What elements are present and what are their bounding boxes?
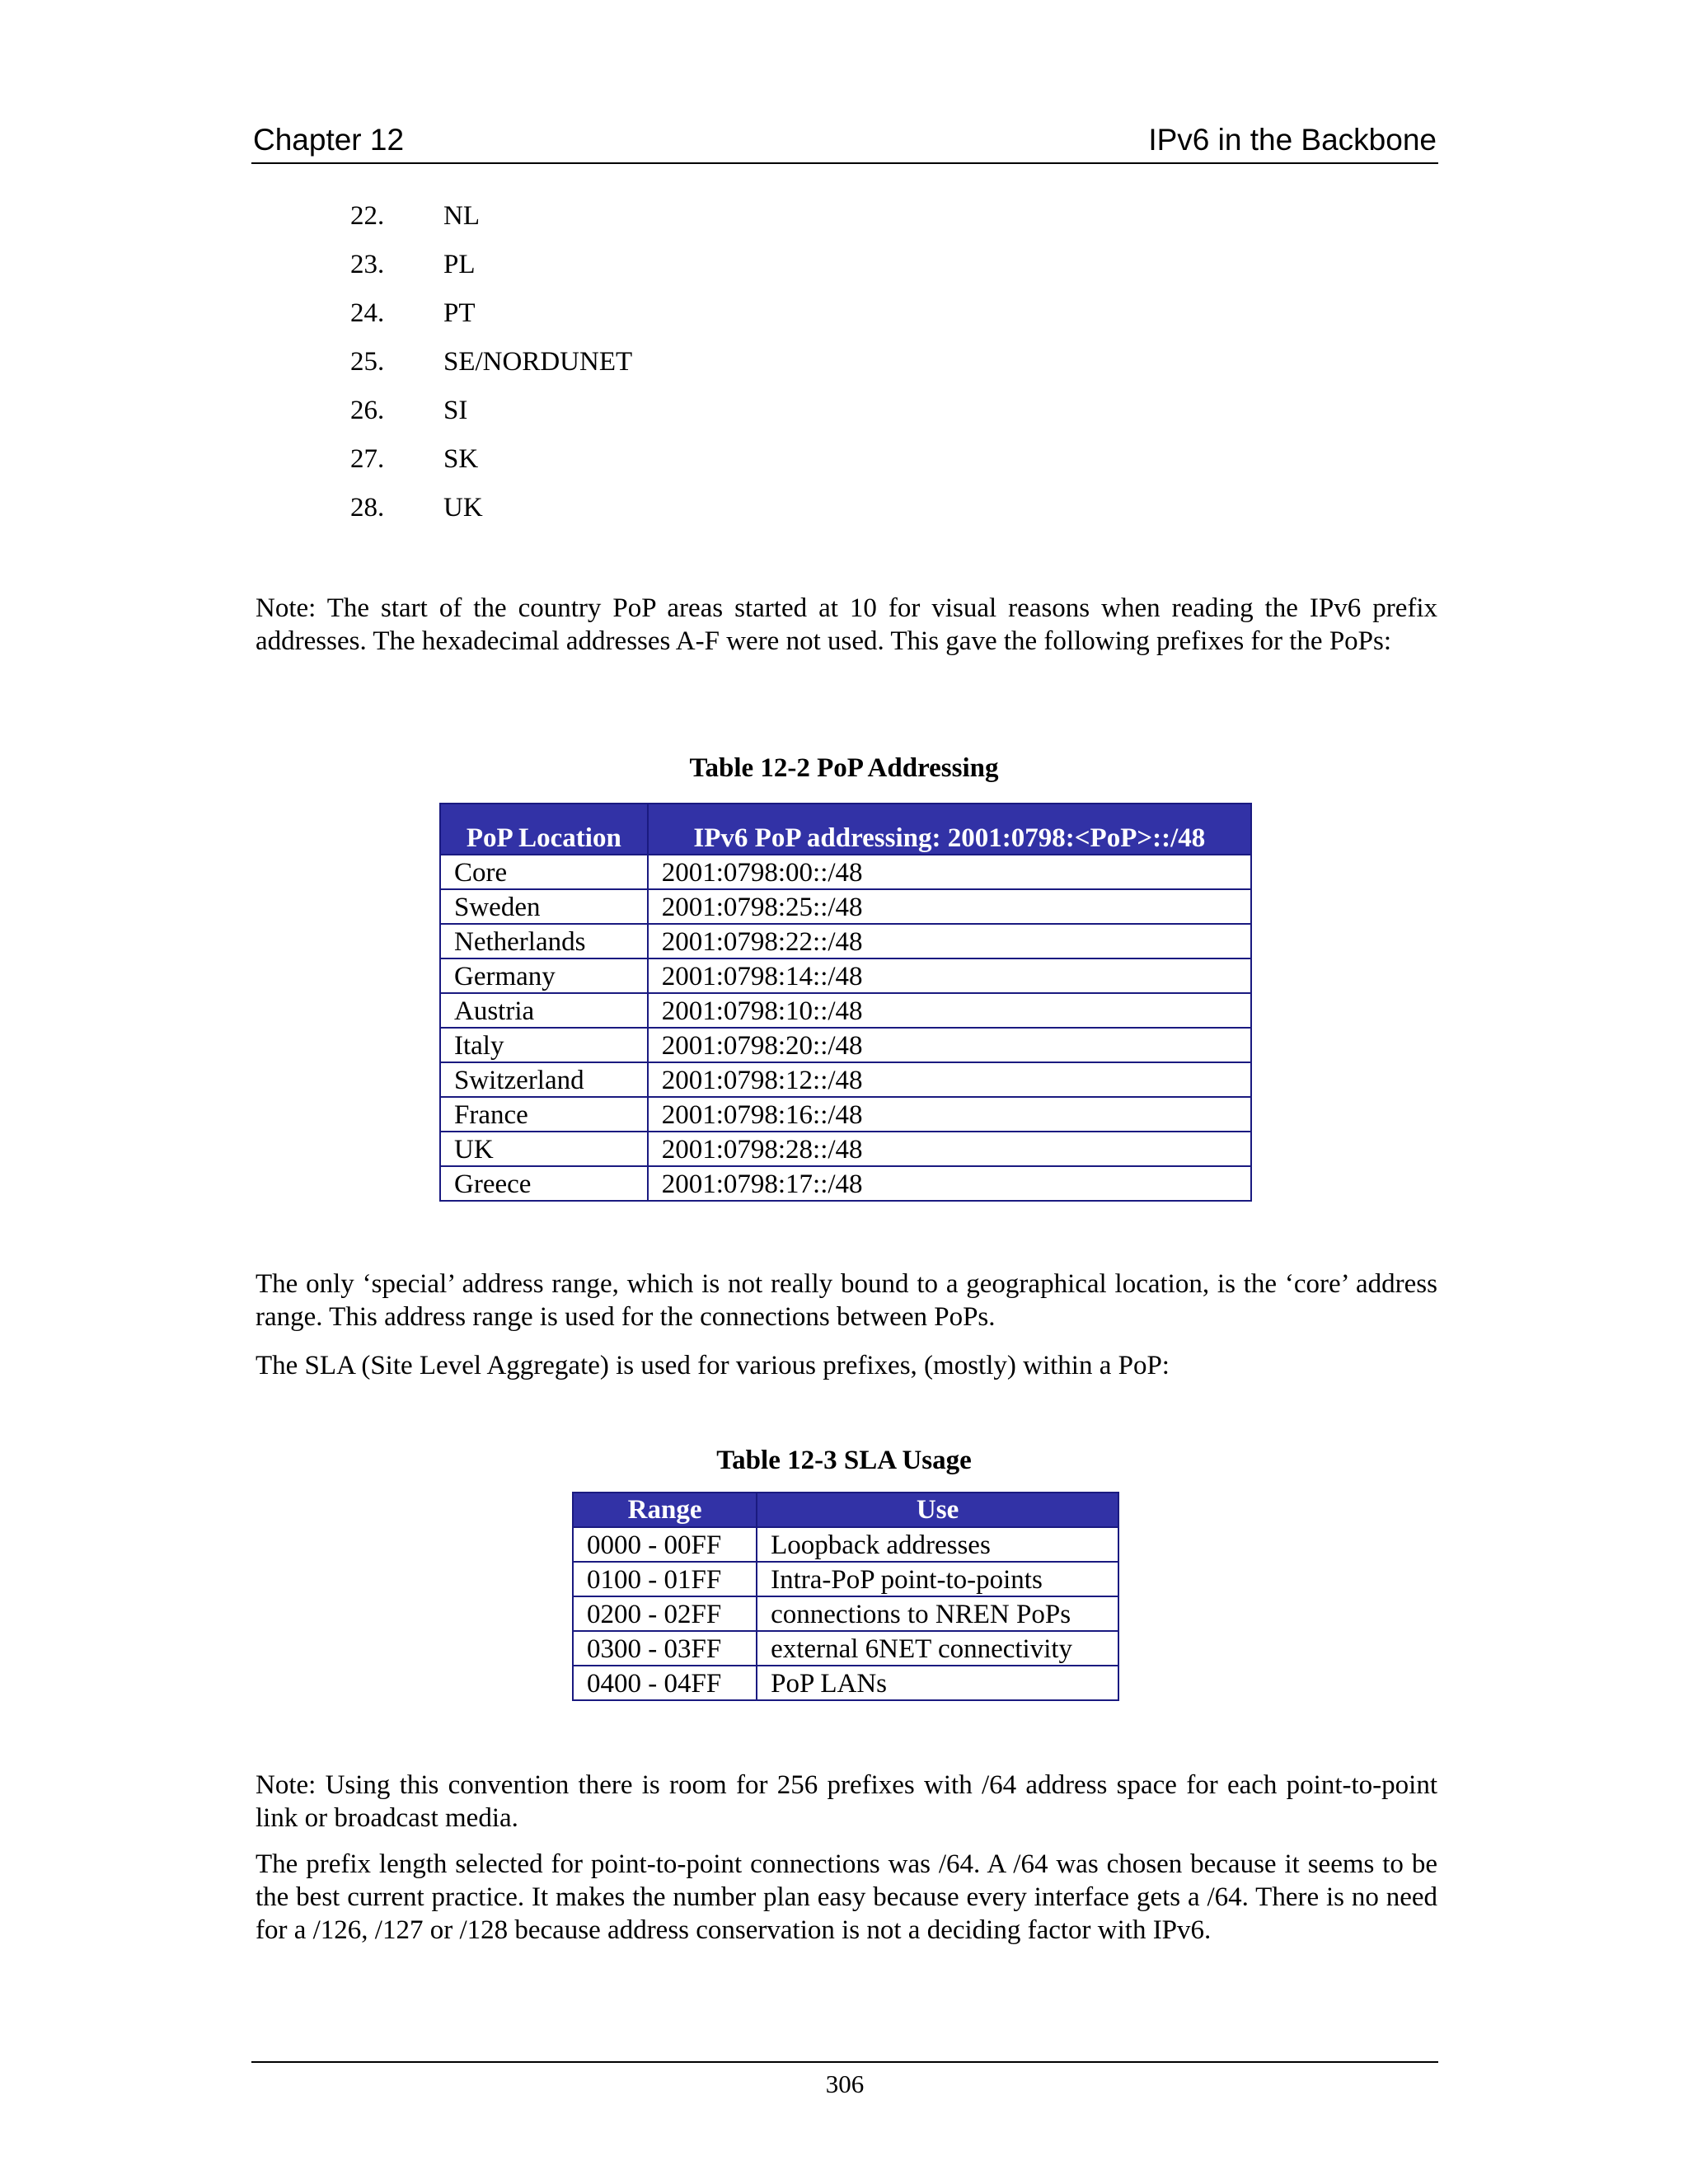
column-header: Range <box>573 1493 757 1527</box>
list-item <box>350 298 927 347</box>
table-cell: 2001:0798:10::/48 <box>648 993 1251 1028</box>
table-cell: Loopback addresses <box>757 1527 1118 1562</box>
list-number: 28. <box>350 493 385 523</box>
table-cell: 2001:0798:17::/48 <box>648 1166 1251 1201</box>
list-item <box>350 444 927 493</box>
table-cell: 0100 - 01FF <box>573 1562 757 1596</box>
table-header-row <box>440 804 1251 855</box>
note-paragraph: Note: The start of the country PoP areas started at 10 for visual reasons when reading the IPv6 prefix addresses. The hexadecimal addresses A-F were not used. This gave the following prefixes for the PoPs: <box>256 593 1437 656</box>
table-cell: 2001:0798:14::/48 <box>648 958 1251 993</box>
table-row <box>440 1028 1251 1062</box>
table-row <box>573 1666 1118 1700</box>
table-cell: 2001:0798:25::/48 <box>648 889 1251 924</box>
table-cell: Greece <box>440 1166 648 1201</box>
table-cell: 0300 - 03FF <box>573 1631 757 1666</box>
table-cell: 0400 - 04FF <box>573 1666 757 1700</box>
list-number: 22. <box>350 201 385 231</box>
table-row <box>440 924 1251 958</box>
list-text: SK <box>443 444 479 474</box>
table-cell: Germany <box>440 958 648 993</box>
pop-addressing-table <box>439 803 1252 1202</box>
table-caption: Table 12-3 SLA Usage <box>716 1446 972 1475</box>
table-cell: 2001:0798:22::/48 <box>648 924 1251 958</box>
table-row <box>573 1631 1118 1666</box>
table-cell: UK <box>440 1132 648 1166</box>
table-cell: Switzerland <box>440 1062 648 1097</box>
table-row <box>573 1596 1118 1631</box>
list-item <box>350 493 927 541</box>
column-header: Use <box>757 1493 1118 1527</box>
list-item <box>350 347 927 396</box>
table-cell: external 6NET connectivity <box>757 1631 1118 1666</box>
table-cell: 0000 - 00FF <box>573 1527 757 1562</box>
table-header-row <box>573 1493 1118 1527</box>
table-cell: 2001:0798:20::/48 <box>648 1028 1251 1062</box>
table-cell: 2001:0798:00::/48 <box>648 855 1251 889</box>
table-row <box>440 1097 1251 1132</box>
list-item <box>350 396 927 444</box>
chapter-label: Chapter 12 <box>253 123 405 157</box>
table-cell: Austria <box>440 993 648 1028</box>
list-number: 26. <box>350 396 385 425</box>
table-cell: Intra-PoP point-to-points <box>757 1562 1118 1596</box>
body-paragraph: The prefix length selected for point-to-point connections was /64. A /64 was chosen because it seems to be the best current practice. It makes the number plan easy because every interface gets a /64. There is no need for a /126, /127 or /128 because address conservation is not a deciding factor with IPv6. <box>256 1849 1437 1945</box>
table-caption: Table 12-2 PoP Addressing <box>689 753 999 783</box>
table-cell: Italy <box>440 1028 648 1062</box>
page-footer <box>251 2061 1438 2099</box>
table-row <box>573 1562 1118 1596</box>
table-row <box>440 1132 1251 1166</box>
list-text: SI <box>443 396 468 425</box>
table-row <box>440 1062 1251 1097</box>
table-cell: PoP LANs <box>757 1666 1118 1700</box>
table-cell: 2001:0798:28::/48 <box>648 1132 1251 1166</box>
column-header: IPv6 PoP addressing: 2001:0798:<PoP>::/48 <box>648 804 1251 855</box>
table-cell: Core <box>440 855 648 889</box>
section-title: IPv6 in the Backbone <box>1148 123 1437 157</box>
table-row <box>440 993 1251 1028</box>
table-cell: 0200 - 02FF <box>573 1596 757 1631</box>
table-row <box>573 1527 1118 1562</box>
sla-usage-table <box>572 1492 1119 1701</box>
table-row <box>440 889 1251 924</box>
body-paragraph: The SLA (Site Level Aggregate) is used for various prefixes, (mostly) within a PoP: <box>256 1351 1170 1380</box>
list-text: UK <box>443 493 483 523</box>
list-text: PT <box>443 298 476 328</box>
list-number: 25. <box>350 347 385 377</box>
table-cell: France <box>440 1097 648 1132</box>
list-number: 23. <box>350 250 385 279</box>
note-paragraph: Note: Using this convention there is room for 256 prefixes with /64 address space for each point-to-point link or broadcast media. <box>256 1770 1437 1833</box>
list-text: SE/NORDUNET <box>443 347 633 377</box>
column-header: PoP Location <box>440 804 648 855</box>
table-cell: Sweden <box>440 889 648 924</box>
list-text: NL <box>443 201 480 231</box>
list-text: PL <box>443 250 476 279</box>
table-row <box>440 958 1251 993</box>
list-number: 27. <box>350 444 385 474</box>
body-paragraph: The only ‘special’ address range, which is not really bound to a geographical location, is the ‘core’ address range. This address range is used for the connections between PoPs. <box>256 1269 1437 1332</box>
table-cell: Netherlands <box>440 924 648 958</box>
table-cell: 2001:0798:12::/48 <box>648 1062 1251 1097</box>
list-number: 24. <box>350 298 385 328</box>
country-list <box>350 201 927 541</box>
table-row <box>440 1166 1251 1201</box>
table-cell: 2001:0798:16::/48 <box>648 1097 1251 1132</box>
table-cell: connections to NREN PoPs <box>757 1596 1118 1631</box>
list-item <box>350 201 927 250</box>
page-number: 306 <box>825 2069 865 2098</box>
list-item <box>350 250 927 298</box>
table-row <box>440 855 1251 889</box>
page-header <box>251 120 1438 164</box>
